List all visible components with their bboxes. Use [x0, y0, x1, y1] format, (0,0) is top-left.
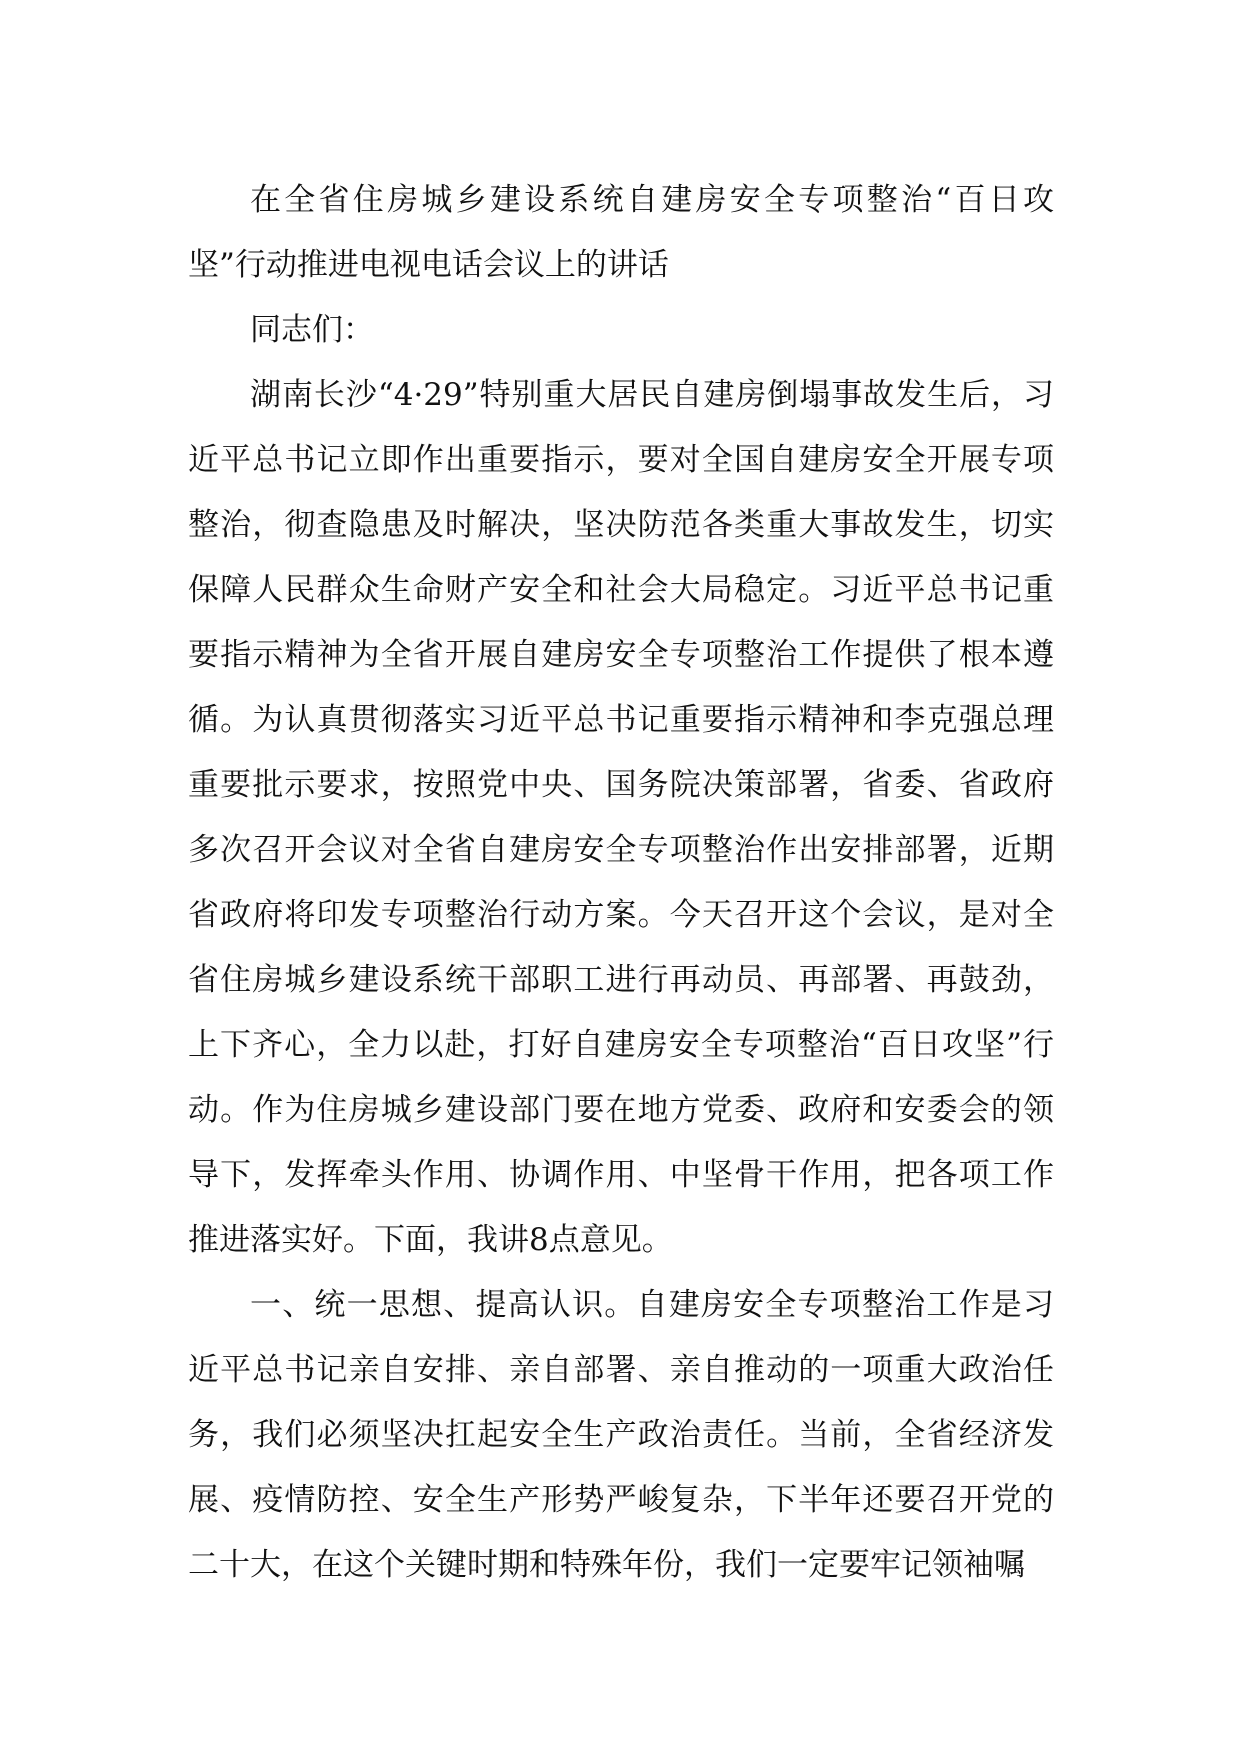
- document-page: [188, 168, 1054, 1598]
- paragraph-2: 一、统一思想、提高认识。自建房安全专项整治工作是习近平总书记亲自安排、亲自部署、亲自推动的一项重大政治任务，我们必须坚决扛起安全生产政治责任。当前，全省经济发展、疫情防控、安全生产形势严峻复杂，下半年还要召开党的二十大，在这个关键时期和特殊年份，我们一定要牢记领袖嘱: [188, 1287, 1054, 1583]
- document-title: 在全省住房城乡建设系统自建房安全专项整治“百日攻坚”行动推进电视电话会议上的讲话: [188, 182, 1054, 283]
- salutation: 同志们：: [250, 312, 374, 348]
- paragraph-1: 湖南长沙“4·29”特别重大居民自建房倒塌事故发生后，习近平总书记立即作出重要指示，要对全国自建房安全开展专项整治，彻查隐患及时解决，坚决防范各类重大事故发生，切实保障人民群众生命财产安全和社会大局稳定。习近平总书记重要指示精神为全省开展自建房安全专项整治工作提供了根本遵循。为认真贯彻落实习近平总书记重要指示精神和李克强总理重要批示要求，按照党中央、国务院决策部署，省委、省政府多次召开会议对全省自建房安全专项整治作出安排部署，近期省政府将印发专项整治行动方案。今天召开这个会议，是对全省住房城乡建设系统干部职工进行再动员、再部署、再鼓劲，上下齐心，全力以赴，打好自建房安全专项整治“百日攻坚”行动。作为住房城乡建设部门要在地方党委、政府和安委会的领导下，发挥牵头作用、协调作用、中坚骨干作用，把各项工作推进落实好。下面，我讲8点意见。: [188, 377, 1054, 1258]
